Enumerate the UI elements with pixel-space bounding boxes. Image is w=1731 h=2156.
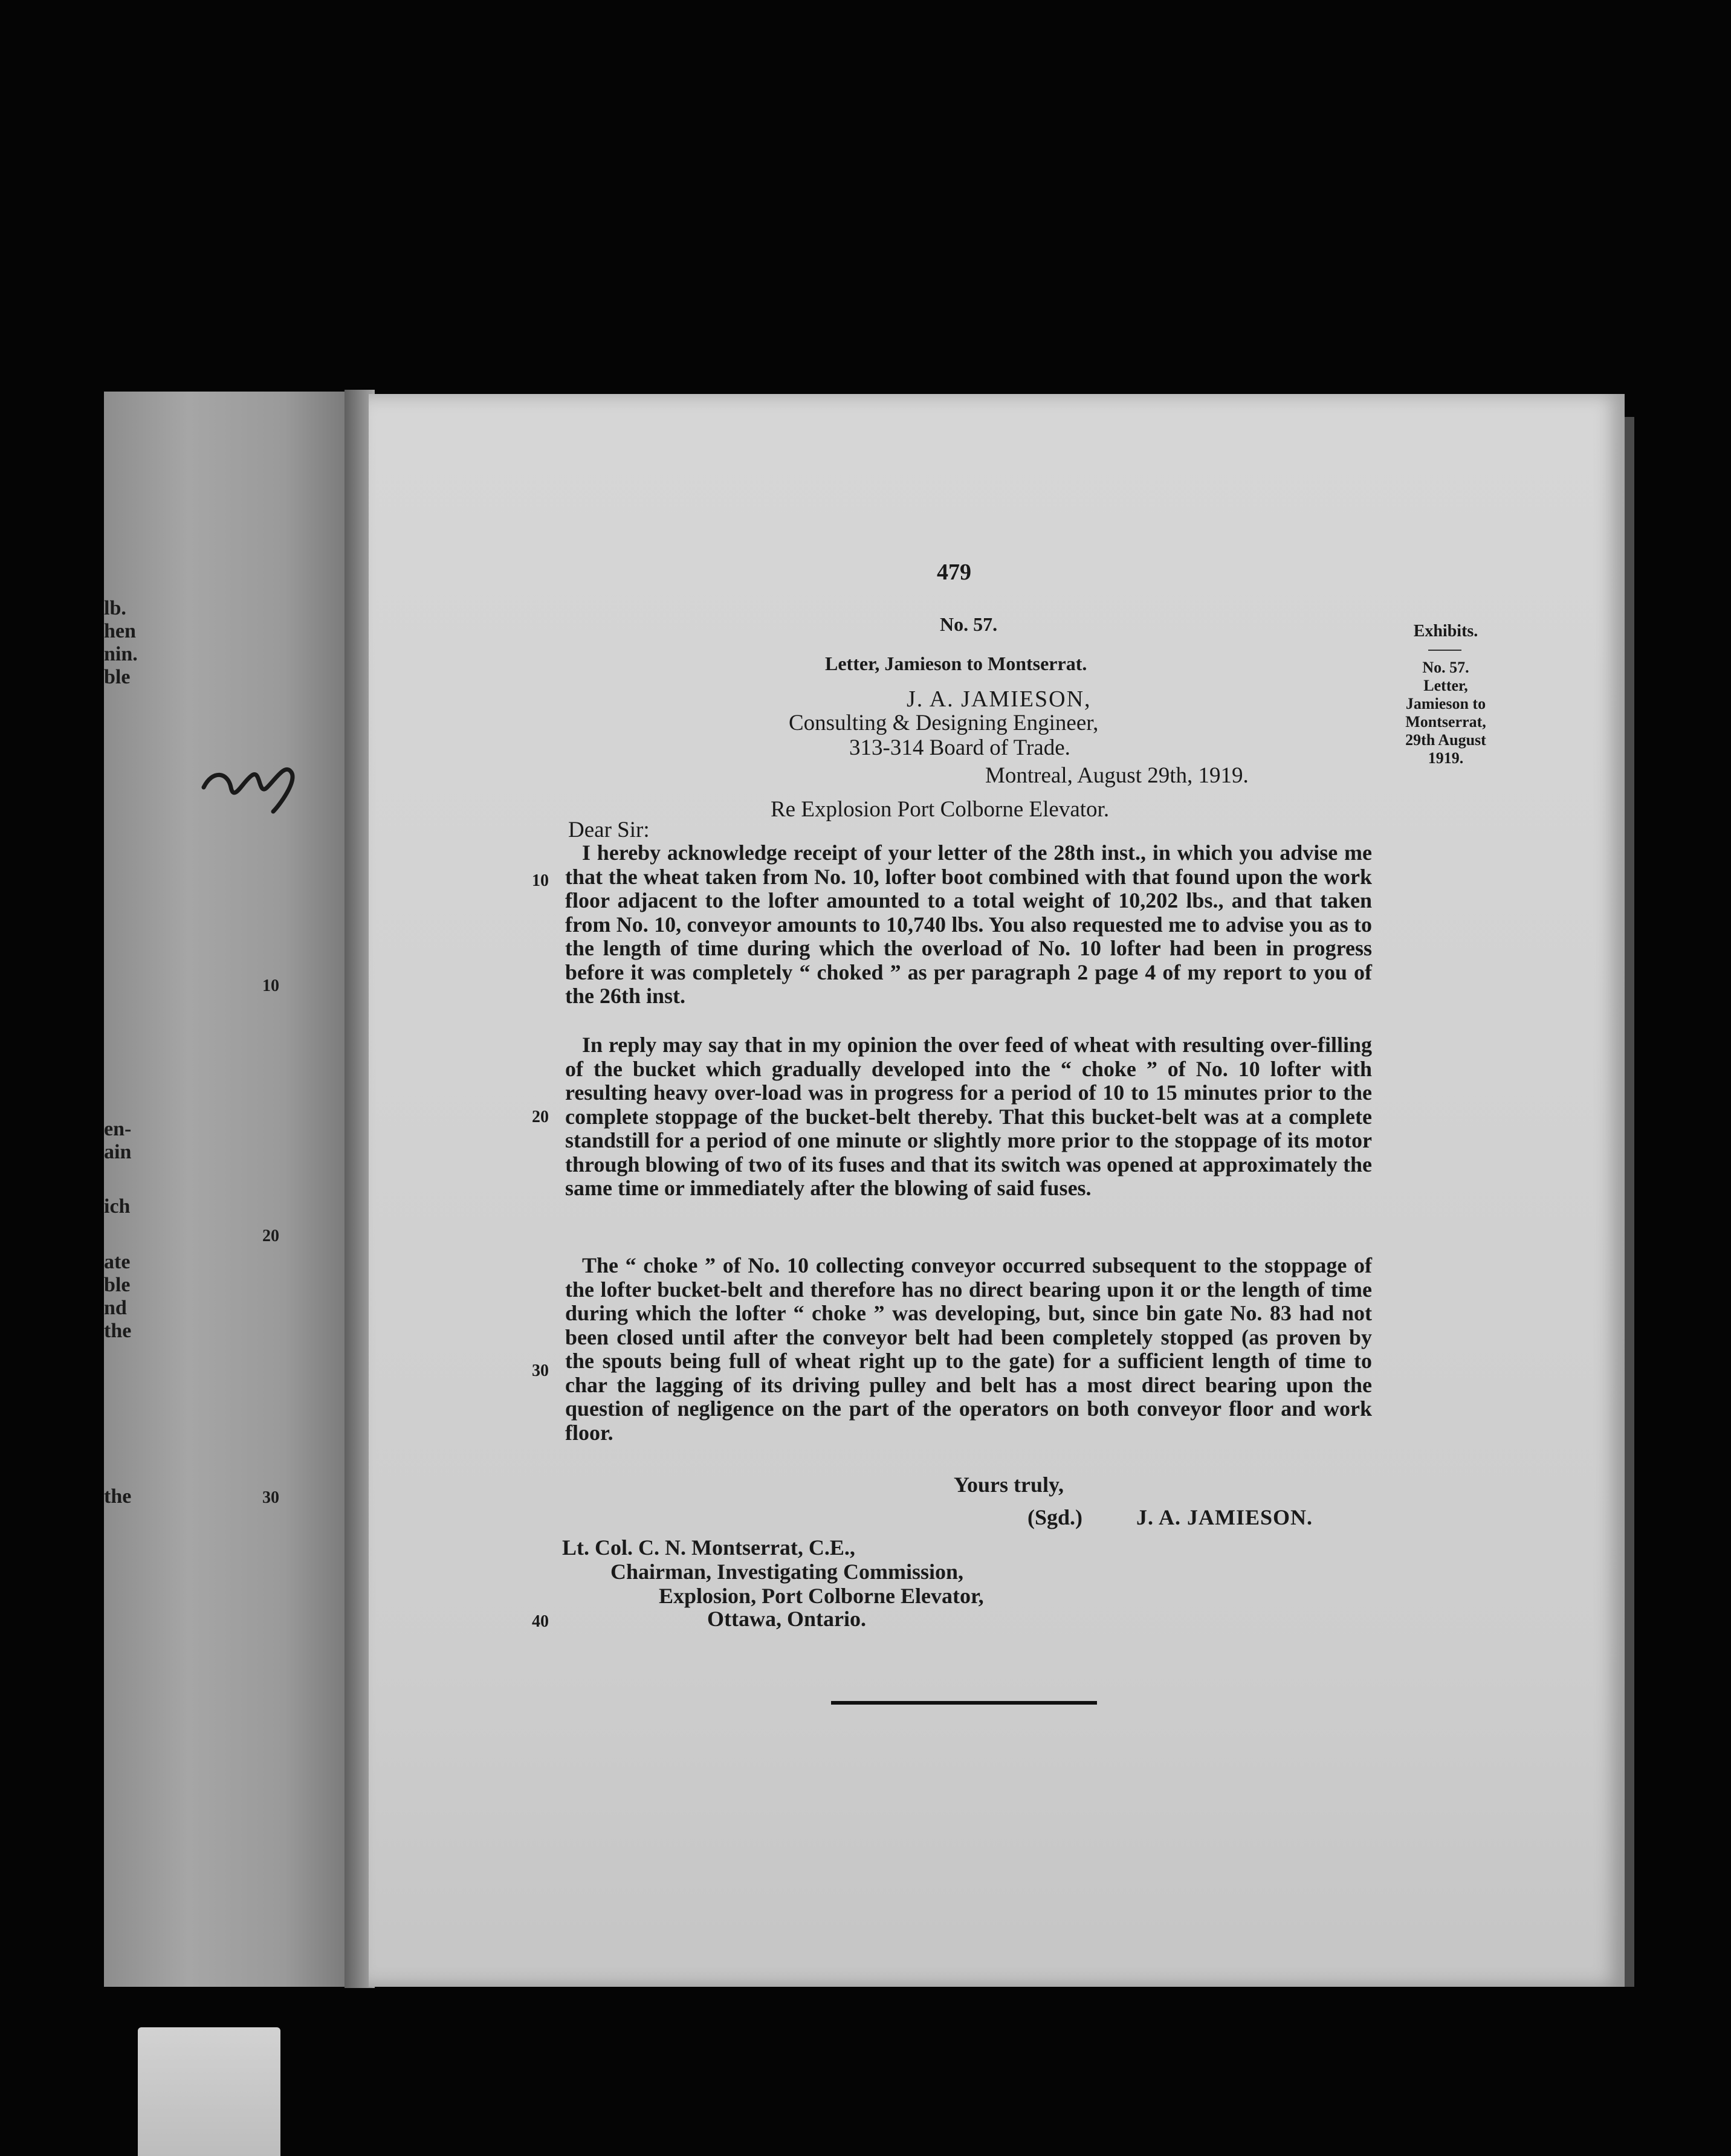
- letter-paragraph: [565, 1033, 1372, 1201]
- sender-address: 313-314 Board of Trade.: [849, 735, 1070, 760]
- left-fragment: lb.: [104, 597, 126, 619]
- margin-note-line: 29th August: [1405, 731, 1486, 749]
- margin-note-heading: Exhibits.: [1413, 622, 1478, 641]
- line-number: 10: [532, 871, 549, 890]
- line-number: 20: [532, 1108, 549, 1126]
- page-edge: [1625, 417, 1634, 1987]
- end-rule: [831, 1701, 1097, 1705]
- salutation: Dear Sir:: [568, 818, 650, 842]
- margin-note-line: 1919.: [1428, 749, 1464, 767]
- addressee-line: Lt. Col. C. N. Montserrat, C.E.,: [562, 1535, 855, 1560]
- left-fragment: the: [104, 1485, 132, 1508]
- closing: Yours truly,: [954, 1473, 1064, 1497]
- left-fragment: ich: [104, 1195, 131, 1218]
- left-fragment: en-: [104, 1118, 132, 1140]
- left-fragment: ble: [104, 1274, 131, 1296]
- left-fragment: ate: [104, 1251, 131, 1273]
- sender-name: J. A. JAMIESON,: [907, 686, 1092, 712]
- left-fragment: ain: [104, 1141, 132, 1163]
- letter-paragraph: [565, 841, 1372, 1009]
- margin-note-line: Jamieson to: [1405, 695, 1486, 712]
- addressee-line: Ottawa, Ontario.: [707, 1607, 866, 1631]
- page-number: 479: [937, 560, 971, 585]
- letter-title: Letter, Jamieson to Montserrat.: [825, 653, 1087, 674]
- addressee-line: Chairman, Investigating Commission,: [610, 1560, 964, 1584]
- margin-note-line: Montserrat,: [1405, 713, 1486, 731]
- left-fragment: ble: [104, 666, 131, 688]
- left-line-number: 20: [262, 1227, 279, 1245]
- sender-role: Consulting & Designing Engineer,: [789, 711, 1099, 735]
- addressee-line: Explosion, Port Colborne Elevator,: [659, 1584, 984, 1608]
- paragraph-text: I hereby acknowledge receipt of your letter of the 28th inst., in which you advise me that the wheat taken from No. 10, lofter boot combined with that found upon the work floor adjacent to the lofter amounted to a total weight of 10,202 lbs., and that taken from No. 10, conveyor amounts to 10,740 lbs. You also requested me to advise you as to the length of time during which the overload of No. 10 lofter had been in progress before it was completely “ choked ” as per paragraph 2 page 4 of my report to you of the 26th inst.: [565, 841, 1372, 1008]
- film-tab: [138, 2027, 280, 2156]
- handwriting-scribble: [201, 745, 309, 818]
- paragraph-text: The “ choke ” of No. 10 collecting conveyor occurred subsequent to the stoppage of the lofter bucket-belt and therefore has no direct bearing upon it or the length of time during which the lofter “ choke ” was developing, but, since bin gate No. 83 had not been closed until after the conveyor belt had been completely stopped (as proven by the spouts being full of wheat right up to the gate) for a sufficient length of time to char the lagging of its driving pulley and belt has a most direct bearing upon the question of negligence on the part of the operators on both conveyor floor and work floor.: [565, 1253, 1372, 1445]
- letter-paragraph: [565, 1254, 1372, 1445]
- dateline: Montreal, August 29th, 1919.: [985, 763, 1249, 788]
- left-facing-page: [104, 392, 345, 1987]
- margin-note-line: No. 57.: [1422, 659, 1469, 676]
- left-line-number: 10: [262, 976, 279, 995]
- left-fragment: nd: [104, 1297, 127, 1319]
- subject-line: Re Explosion Port Colborne Elevator.: [771, 797, 1110, 822]
- margin-note: [1385, 659, 1506, 767]
- line-number: 40: [532, 1612, 549, 1631]
- margin-note-line: Letter,: [1423, 677, 1468, 694]
- signed-mark: (Sgd.): [1027, 1505, 1083, 1529]
- margin-note-rule: [1428, 650, 1461, 651]
- document-number: No. 57.: [940, 613, 998, 635]
- left-fragment: nin.: [104, 643, 138, 665]
- line-number: 30: [532, 1361, 549, 1380]
- left-line-number: 30: [262, 1488, 279, 1507]
- left-fragment: the: [104, 1320, 132, 1342]
- signature-name: J. A. JAMIESON.: [1136, 1505, 1313, 1529]
- left-fragment: hen: [104, 620, 136, 642]
- paragraph-text: In reply may say that in my opinion the over feed of wheat with resulting over-filling of the bucket which gradually developed into the “ choke ” of No. 10 lofter with resulting heavy over-load was in progress for a period of 10 to 15 minutes prior to the complete stoppage of the bucket-belt thereby. That this bucket-belt was at a complete standstill for a period of one minute or slightly more prior to the stoppage of its motor through blowing of two of its fuses and that its switch was opened at approximately the same time or immediately after the blowing of said fuses.: [565, 1033, 1372, 1200]
